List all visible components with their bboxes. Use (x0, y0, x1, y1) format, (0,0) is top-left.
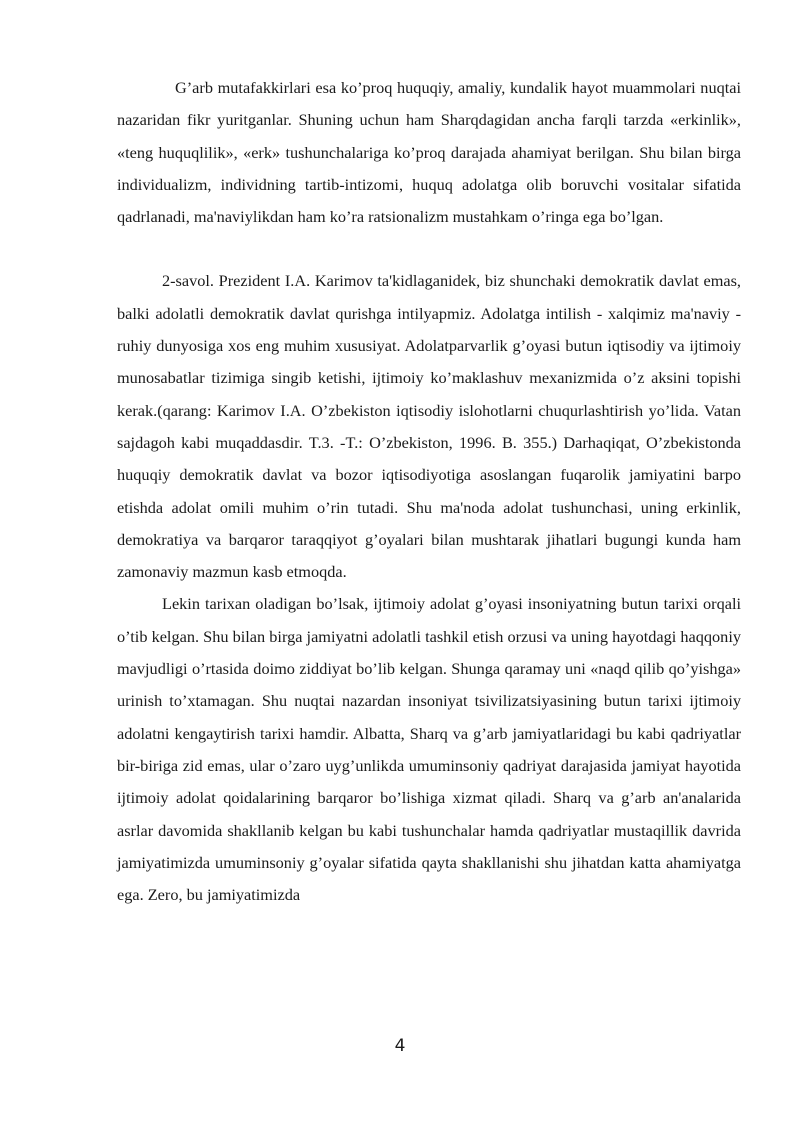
paragraph-gap (117, 233, 741, 265)
paragraph-western-thinkers: G’arb mutafakkirlari esa ko’proq huquqiy, amaliy, kundalik hayot muammolari nuqtai nazaridan fikr yuritganlar. Shuning uchun ham Sharqdagidan ancha farqli tarzda «erkinlik», «teng huquqlilik», «erk» tushunchalariga ko’proq darajada ahamiyat berilgan. Shu bilan birga individualizm, individning tartib-intizomi, huquq adolatga olib boruvchi vositalar sifatida qadrlanadi, ma'naviylikdan ham ko’ra ratsionalizm mustahkam o’ringa ega bo’lgan. (117, 78, 741, 227)
page-body (117, 72, 741, 911)
page-number: 4 (394, 1036, 406, 1056)
paragraph-question-2: 2-savol. Prezident I.A. Karimov ta'kidlaganidek, biz shunchaki demokratik davlat emas, balki adolatli demokratik davlat qurishga intilyapmiz. Adolatga intilish - xalqimiz ma'naviy - ruhiy dunyosiga xos eng muhim xususiyat. Adolatparvarlik g’oyasi butun iqtisodiy va ijtimoiy munosabatlar tizimiga singib ketishi, ijtimoiy ko’maklashuv mexanizmida o’z aksini topishi kerak.(qarang: Karimov I.A. O’zbekiston iqtisodiy islohotlarni chuqurlashtirish yo’lida. Vatan sajdagoh kabi muqaddasdir. T.3. -T.: O’zbekiston, 1996. B. 355.) Darhaqiqat, O’zbekistonda huquqiy demokratik davlat va bozor iqtisodiyotiga asoslangan fuqarolik jamiyatini barpo etishda adolat omili muhim o’rin tutadi. Shu ma'noda adolat tushunchasi, uning erkinlik, demokratiya va barqaror taraqqiyot g’oyalari bilan mushtarak jihatlari bugungi kunda ham zamonaviy mazmun kasb etmoqda. (117, 271, 741, 582)
paragraph-historical-justice: Lekin tarixan oladigan bo’lsak, ijtimoiy adolat g’oyasi insoniyatning butun tarixi orqali o’tib kelgan. Shu bilan birga jamiyatni adolatli tashkil etish orzusi va uning hayotdagi haqqoniy mavjudligi o’rtasida doimo ziddiyat bo’lib kelgan. Shunga qaramay uni «naqd qilib qo’yishga» urinish to’xtamagan. Shu nuqtai nazardan insoniyat tsivilizatsiyasining butun tarixi ijtimoiy adolatni kengaytirish tarixi hamdir. Albatta, Sharq va g’arb jamiyatlaridagi bu kabi qadriyatlar bir-biriga zid emas, ular o’zaro uyg’unlikda umuminsoniy qadriyat darajasida jamiyat hayotida ijtimoiy adolat qoidalarining barqaror bo’lishiga xizmat qiladi. Sharq va g’arb an'analarida asrlar davomida shakllanib kelgan bu kabi tushunchalar hamda qadriyatlar mustaqillik davrida jamiyatimizda umuminsoniy g’oyalar sifatida qayta shakllanishi shu jihatdan katta ahamiyatga ega. Zero, bu jamiyatimizda (117, 594, 741, 905)
